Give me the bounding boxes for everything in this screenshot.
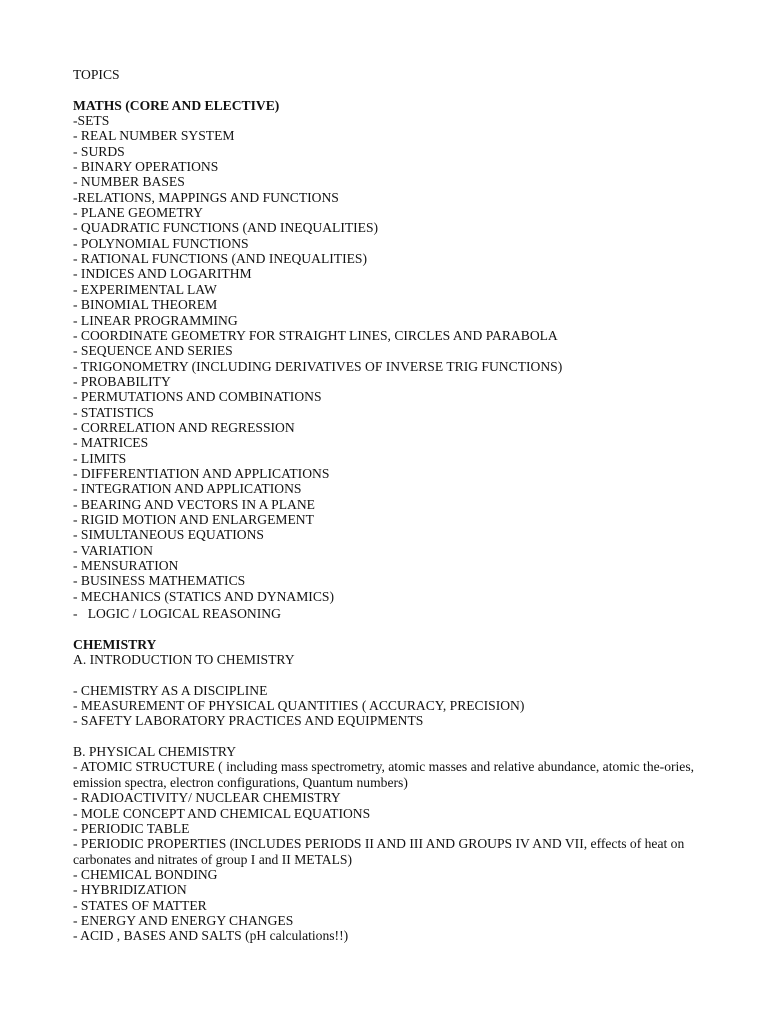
list-item: - SAFETY LABORATORY PRACTICES AND EQUIPMENTS [73, 713, 424, 729]
list-item: - SURDS [73, 143, 125, 159]
list-item: - BEARING AND VECTORS IN A PLANE [73, 496, 315, 512]
list-item: - CHEMICAL BONDING [73, 866, 218, 882]
list-item: - POLYNOMIAL FUNCTIONS [73, 235, 249, 251]
list-item: - LINEAR PROGRAMMING [73, 312, 238, 328]
list-item: - COORDINATE GEOMETRY FOR STRAIGHT LINES, CIRCLES AND PARABOLA [73, 327, 558, 343]
list-item: - CHEMISTRY AS A DISCIPLINE [73, 682, 268, 698]
list-item: - ACID , BASES AND SALTS (pH calculations!!) [73, 928, 349, 944]
list-item: - PERMUTATIONS AND COMBINATIONS [73, 389, 322, 405]
spacer [73, 621, 713, 636]
list-item: - TRIGONOMETRY (INCLUDING DERIVATIVES OF INVERSE TRIG FUNCTIONS) [73, 358, 563, 374]
list-item: - REAL NUMBER SYSTEM [73, 128, 235, 144]
list-item: - MENSURATION [73, 558, 179, 573]
document-page [73, 67, 713, 944]
spacer [73, 82, 713, 97]
list-item: - VARIATION [73, 542, 153, 558]
maths-heading: MATHS (CORE AND ELECTIVE) [73, 97, 280, 113]
list-item: - RADIOACTIVITY/ NUCLEAR CHEMISTRY [73, 790, 341, 806]
list-item: - QUADRATIC FUNCTIONS (AND INEQUALITIES) [73, 220, 379, 236]
section-b-title: B. PHYSICAL CHEMISTRY [73, 744, 237, 760]
list-item: - SIMULTANEOUS EQUATIONS [73, 527, 264, 543]
list-item: - BUSINESS MATHEMATICS [73, 573, 246, 589]
list-item: - ATOMIC STRUCTURE ( including mass spectrometry, atomic masses and relative abundance, atomic the-ories, emission spectra, electron configurations, Quantum numbers) [73, 759, 695, 790]
list-item: - SEQUENCE AND SERIES [73, 343, 233, 359]
maths-topic-list [73, 113, 713, 621]
list-item: - DIFFERENTIATION AND APPLICATIONS [73, 465, 330, 481]
section-a-title: A. INTRODUCTION TO CHEMISTRY [73, 652, 295, 668]
list-item: - MATRICES [73, 435, 149, 451]
list-item: -RELATIONS, MAPPINGS AND FUNCTIONS [73, 189, 339, 205]
chemistry-heading: CHEMISTRY [73, 636, 157, 652]
section-b-list [73, 759, 713, 943]
list-item: - NUMBER BASES [73, 174, 185, 190]
list-item: - MECHANICS (STATICS AND DYNAMICS) [73, 588, 334, 604]
list-item: - INDICES AND LOGARITHM [73, 266, 252, 282]
list-item: - LIMITS [73, 450, 127, 466]
section-a-list [73, 683, 713, 729]
list-item: - RATIONAL FUNCTIONS (AND INEQUALITIES) [73, 251, 367, 267]
list-item: - PERIODIC TABLE [73, 820, 190, 836]
list-item: - INTEGRATION AND APPLICATIONS [73, 481, 302, 497]
list-item: - CORRELATION AND REGRESSION [73, 419, 295, 435]
list-item: - PERIODIC PROPERTIES (INCLUDES PERIODS II AND III AND GROUPS IV AND VII, effects of heat on carbonates and nitrates of group I and II METALS) [73, 836, 685, 867]
list-item: - ENERGY AND ENERGY CHANGES [73, 912, 294, 928]
spacer [73, 729, 713, 744]
list-item: - STATISTICS [73, 404, 154, 420]
list-item: - BINOMIAL THEOREM [73, 297, 218, 313]
list-item: -SETS [73, 113, 110, 129]
list-item: - BINARY OPERATIONS [73, 159, 219, 175]
topics-heading: TOPICS [73, 67, 120, 82]
spacer [73, 667, 713, 682]
list-item: - RIGID MOTION AND ENLARGEMENT [73, 511, 314, 527]
list-item: - EXPERIMENTAL LAW [73, 281, 217, 297]
list-item: - MEASUREMENT OF PHYSICAL QUANTITIES ( ACCURACY, PRECISION) [73, 698, 525, 714]
list-item: - PLANE GEOMETRY [73, 205, 203, 221]
list-item: - PROBABILITY [73, 373, 171, 389]
list-item: - LOGIC / LOGICAL REASONING [73, 606, 281, 622]
list-item: - MOLE CONCEPT AND CHEMICAL EQUATIONS [73, 805, 371, 821]
list-item: - HYBRIDIZATION [73, 882, 187, 898]
list-item: - STATES OF MATTER [73, 897, 207, 913]
